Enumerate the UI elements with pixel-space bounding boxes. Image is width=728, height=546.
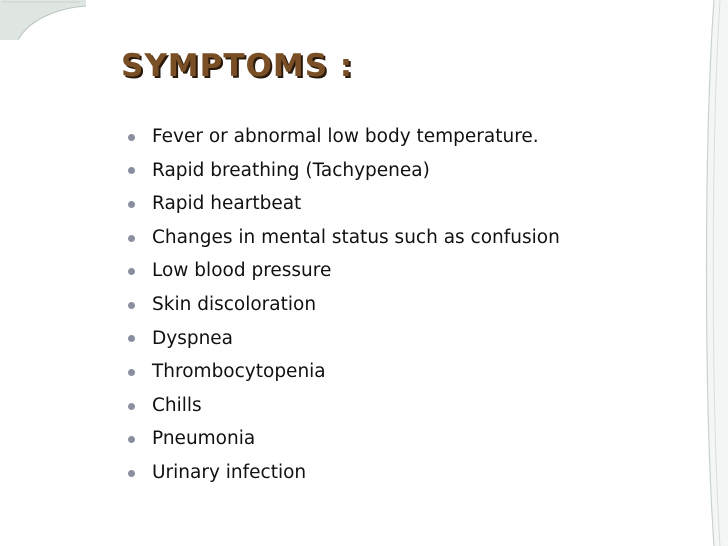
bullet-icon: [128, 167, 135, 174]
list-item-text: Fever or abnormal low body temperature.: [152, 126, 539, 147]
bullet-icon: [128, 302, 135, 309]
bullet-icon: [128, 470, 135, 477]
bullet-icon: [128, 134, 135, 141]
list-item: [128, 254, 560, 288]
list-item: [128, 187, 560, 221]
bullet-icon: [128, 235, 135, 242]
list-item: [128, 221, 560, 255]
symptom-list: [128, 120, 560, 490]
list-item-text: Thrombocytopenia: [152, 361, 326, 383]
slide-title: SYMPTOMS :: [121, 48, 354, 84]
bullet-icon: [128, 436, 135, 443]
list-item-text: Low blood pressure: [152, 260, 332, 282]
list-item-text: Dyspnea: [152, 327, 234, 349]
list-item-text: Pneumonia: [152, 428, 256, 450]
list-item: [128, 322, 560, 356]
bullet-icon: [128, 268, 135, 275]
list-item-text: Changes in mental status such as confusion: [152, 226, 560, 248]
bullet-icon: [128, 403, 135, 410]
page-edge-decoration: [668, 0, 728, 546]
page-corner-decoration: [0, 0, 86, 40]
list-item: [128, 389, 560, 423]
list-item: [128, 154, 560, 188]
list-item: [128, 422, 560, 456]
bullet-icon: [128, 369, 135, 376]
bullet-icon: [128, 201, 135, 208]
bullet-icon: [128, 335, 135, 342]
list-item-text: Chills: [152, 394, 202, 416]
list-item-text: Rapid breathing (Tachypenea): [152, 159, 430, 181]
list-item: [128, 288, 560, 322]
list-item: [128, 120, 560, 154]
list-item-text: Skin discoloration: [152, 293, 317, 315]
list-item-text: Urinary infection: [152, 461, 307, 483]
list-item-text: Rapid heartbeat: [152, 193, 302, 215]
list-item: [128, 456, 560, 490]
list-item: [128, 355, 560, 389]
